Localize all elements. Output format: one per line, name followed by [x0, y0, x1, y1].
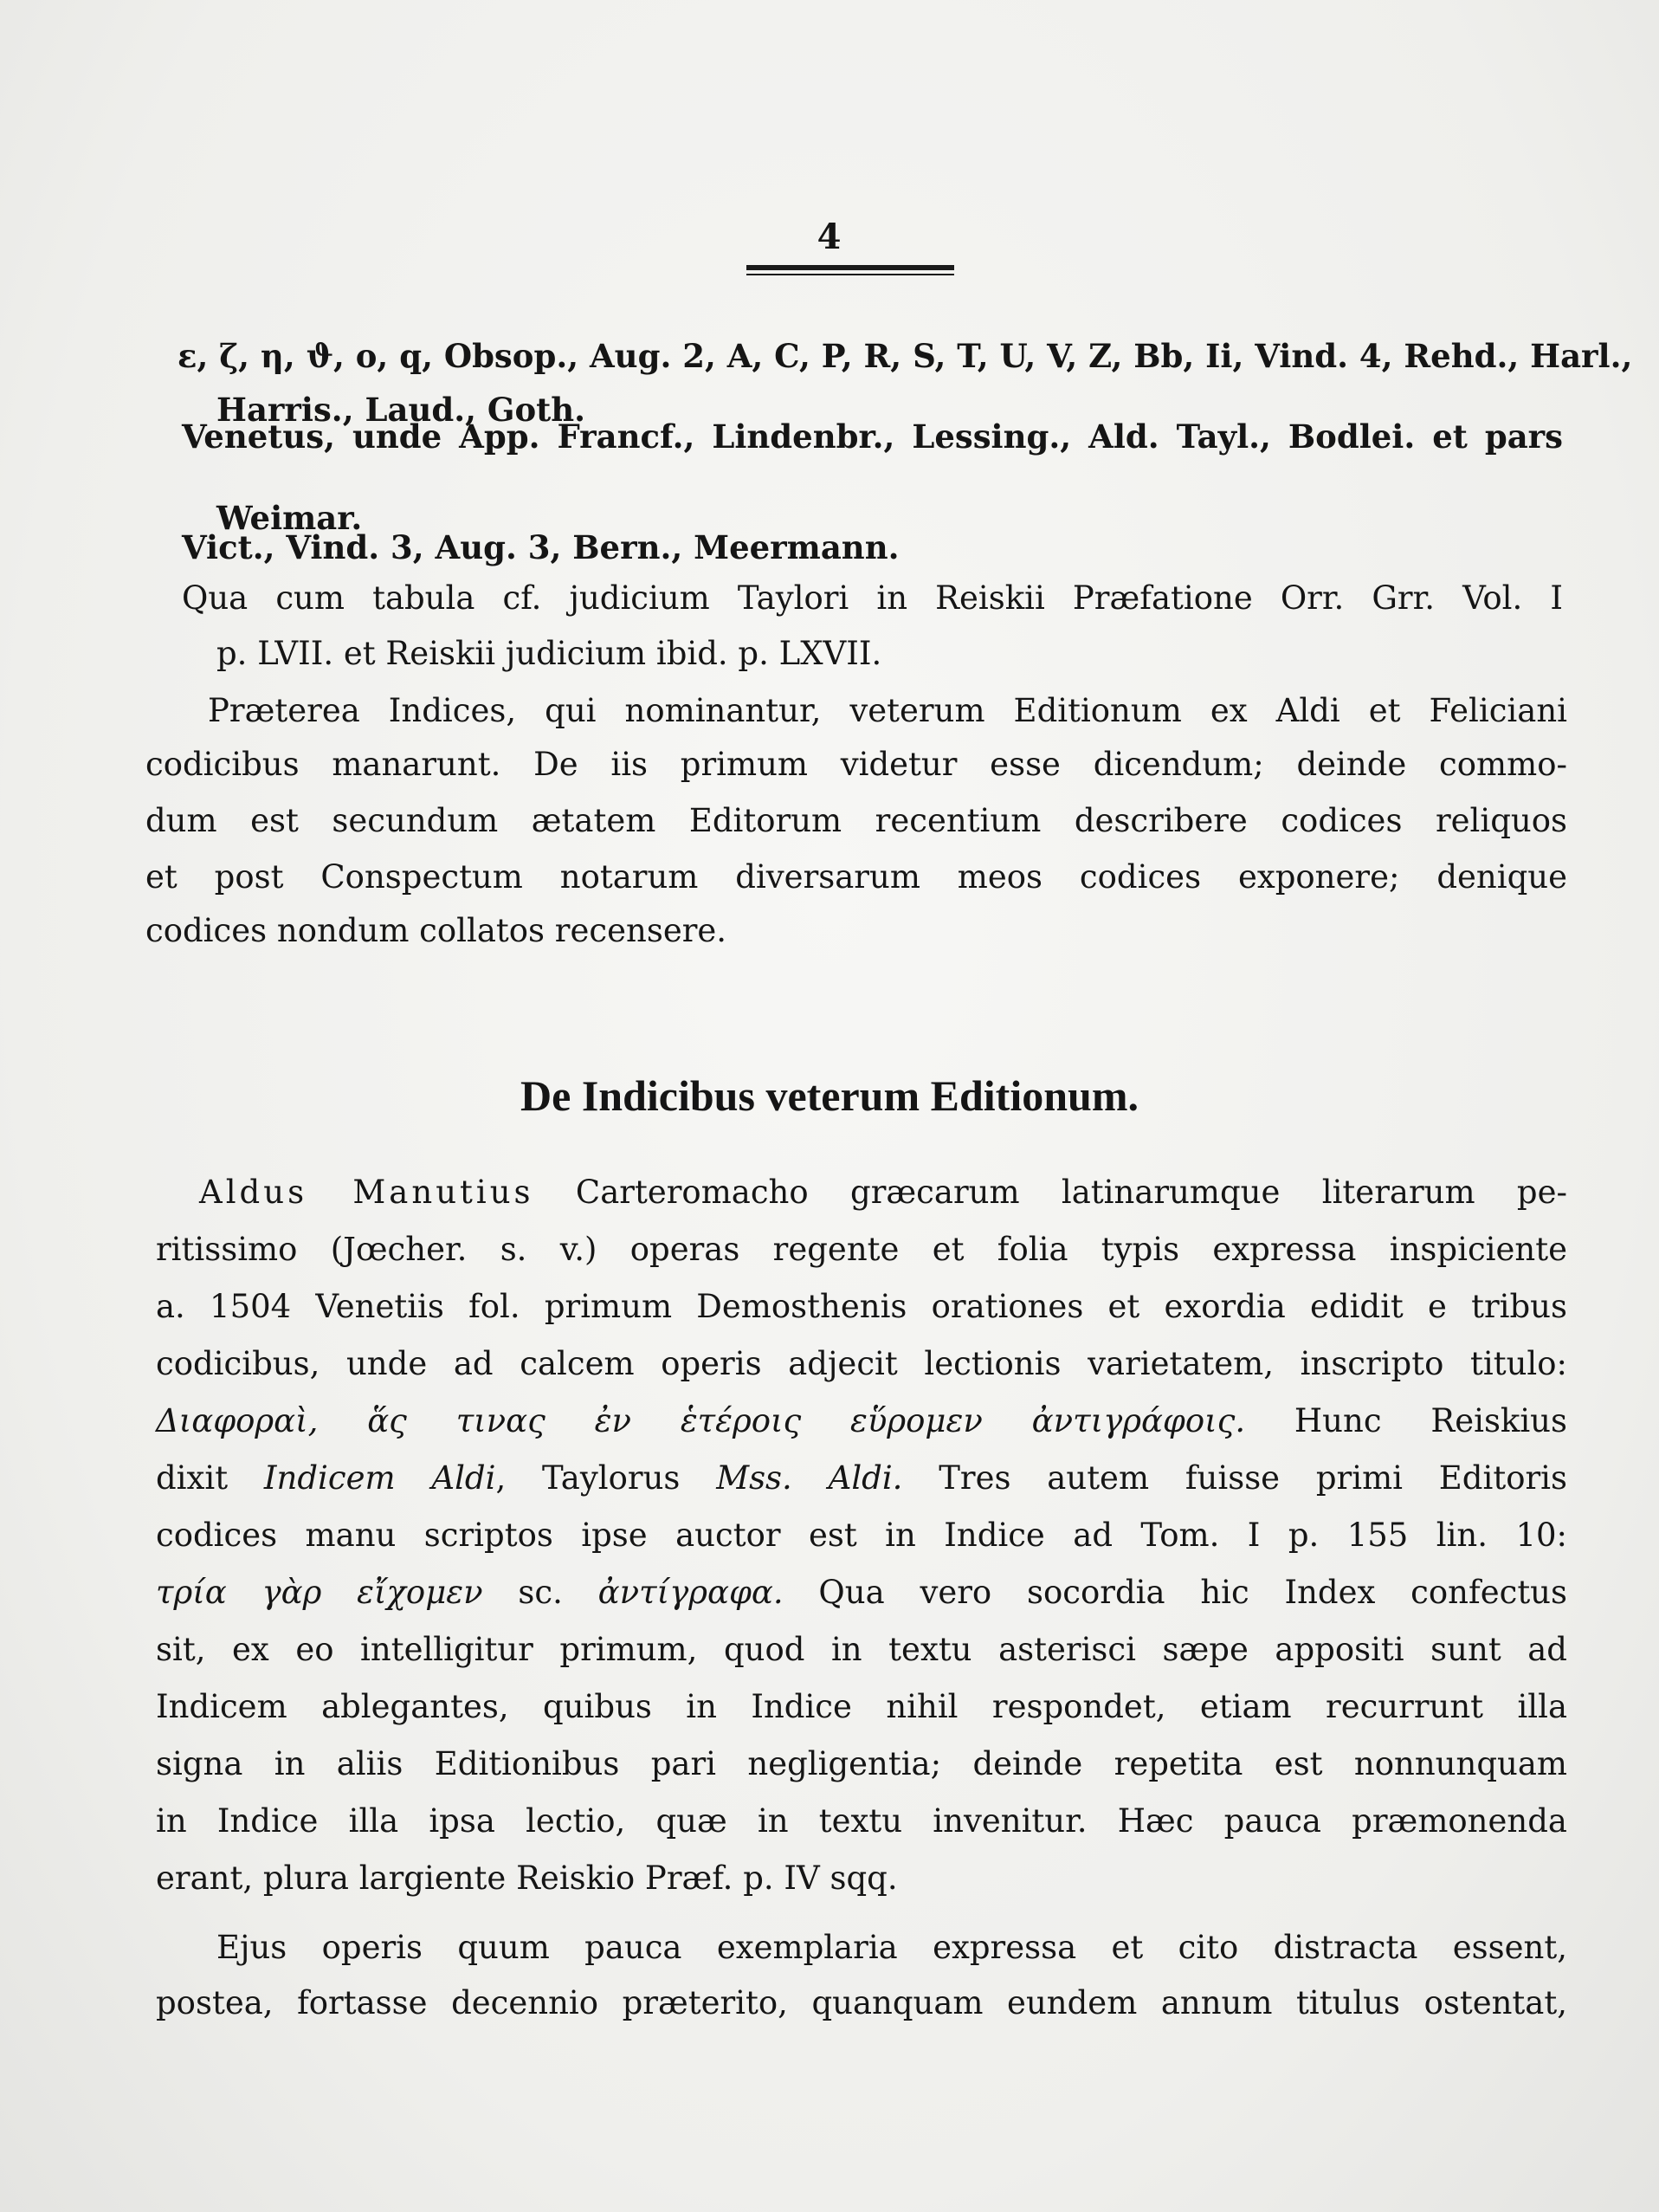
greek-phrase-1: τρία γὰρ εἴχομεν	[156, 1574, 483, 1611]
qua-cum-line-2: p. LVII. et Reiskii judicium ibid. p. LXVII.	[216, 635, 882, 672]
sigla-line-1: ε, ζ, η, ϑ, o, q, Obsop., Aug. 2, A, C, P, R, S, T, U, V, Z, Bb, Ii, Vind. 4, Rehd., Harl.,	[178, 337, 1633, 375]
praeterea-line-1: Præterea Indices, qui nominantur, veterum Editionum ex Aldi et Feliciani	[208, 692, 1567, 729]
section-heading: De Indicibus veterum Editionum.	[520, 1071, 1139, 1120]
aldus-line-10: Indicem ablegantes, quibus in Indice nihil respondet, etiam recurrunt illa	[156, 1688, 1567, 1725]
aldus-line-8-rest: Qua vero socordia hic Index confectus	[783, 1574, 1568, 1611]
aldus-line-6-c: Tres autem fuisse primi Editoris	[902, 1459, 1567, 1497]
page-number: 4	[817, 217, 842, 257]
greek-phrase-2: ἀντίγραφα.	[597, 1574, 784, 1611]
sigla-line-5: Vict., Vind. 3, Aug. 3, Bern., Meermann.	[182, 528, 900, 566]
sigla-line-2: Harris., Laud., Goth.	[216, 391, 586, 429]
aldus-line-1-rest: Carteromacho græcarum latinarumque literarum pe-	[533, 1174, 1567, 1211]
header-rule	[746, 265, 954, 270]
index-aldi-term: Indicem Aldi	[263, 1459, 496, 1497]
aldus-line-3: a. 1504 Venetiis fol. primum Demosthenis orationes et exordia edidit e tribus	[156, 1288, 1567, 1325]
aldus-line-6-a: dixit	[156, 1459, 264, 1497]
mss-aldi-term: Mss. Aldi.	[716, 1459, 903, 1497]
aldus-line-4: codicibus, unde ad calcem operis adjecit lectionis varietatem, inscripto titulo:	[156, 1345, 1567, 1382]
praeterea-line-3: dum est secundum ætatem Editorum recentium describere codices reliquos	[145, 802, 1567, 839]
aldus-line-2: ritissimo (Jœcher. s. v.) operas regente et folia typis expressa inspiciente	[156, 1231, 1567, 1268]
aldus-line-6	[156, 1458, 1567, 1498]
praeterea-line-2: codicibus manarunt. De iis primum videtur esse dicendum; deinde commo-	[145, 746, 1567, 783]
aldus-line-5	[156, 1401, 1567, 1441]
aldus-line-1	[199, 1173, 1567, 1213]
aldus-line-8-mid: sc.	[482, 1574, 598, 1611]
sigla-line-3: Venetus, unde App. Francf., Lindenbr., Lessing., Ald. Tayl., Bodlei. et pars	[182, 417, 1563, 456]
aldus-manutius-name: Aldus Manutius	[199, 1174, 534, 1211]
qua-cum-line-1: Qua cum tabula cf. judicium Taylori in Reiskii Præfatione Orr. Grr. Vol. I	[182, 579, 1563, 617]
aldus-line-11: signa in aliis Editionibus pari negligentia; deinde repetita est nonnunquam	[156, 1745, 1567, 1782]
ejus-line-2: postea, fortasse decennio præterito, quanquam eundem annum titulus ostentat,	[156, 1984, 1567, 2021]
aldus-line-12: in Indice illa ipsa lectio, quæ in textu invenitur. Hæc pauca præmonenda	[156, 1802, 1567, 1840]
header-rule-thin	[746, 274, 954, 275]
sigla-line-4: Weimar.	[216, 499, 363, 537]
aldus-line-6-b: , Taylorus	[495, 1459, 717, 1497]
greek-title: Διαφοραὶ, ἅς τινας ἐν ἑτέροις εὕρομεν ἀντιγράφοις.	[156, 1402, 1246, 1439]
praeterea-line-5: codices nondum collatos recensere.	[145, 912, 727, 949]
praeterea-line-4: et post Conspectum notarum diversarum meos codices exponere; denique	[145, 858, 1567, 896]
aldus-line-9: sit, ex eo intelligitur primum, quod in textu asterisci sæpe appositi sunt ad	[156, 1631, 1567, 1668]
aldus-line-5-rest: Hunc Reiskius	[1245, 1402, 1567, 1439]
aldus-line-7: codices manu scriptos ipse auctor est in Indice ad Tom. I p. 155 lin. 10:	[156, 1517, 1567, 1554]
ejus-line-1: Ejus operis quum pauca exemplaria expressa et cito distracta essent,	[216, 1929, 1567, 1966]
aldus-line-13: erant, plura largiente Reiskio Præf. p. IV sqq.	[156, 1860, 898, 1897]
aldus-line-8	[156, 1573, 1567, 1613]
